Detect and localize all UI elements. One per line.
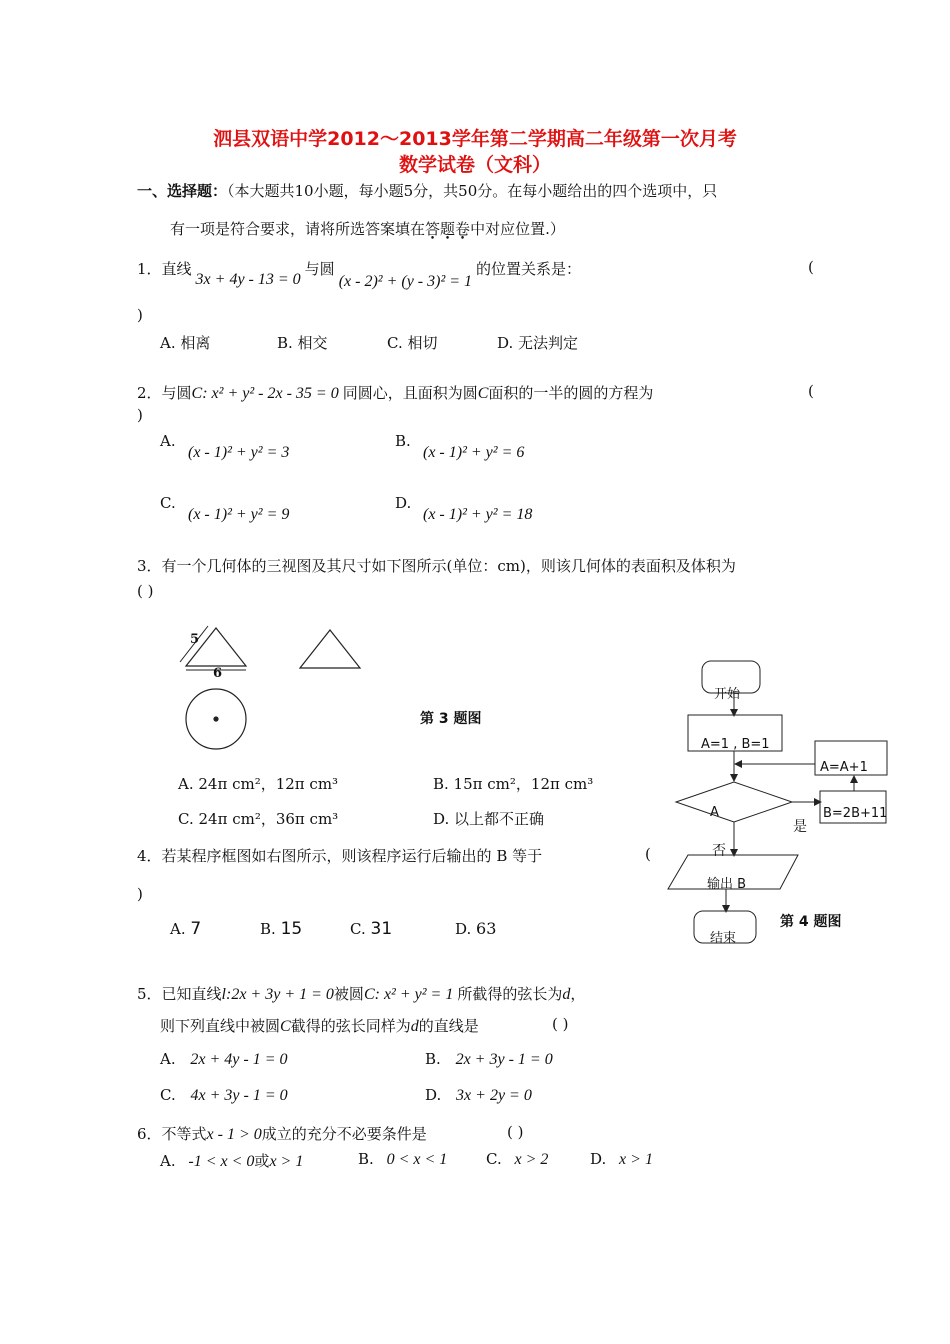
q2-option-b-letter: B. [395, 432, 411, 450]
q3-stem: 3．有一个几何体的三视图及其尺寸如下图所示(单位：cm)，则该几何体的表面积及体积为 [137, 557, 736, 575]
q1-stem: 1．直线3x + 4y - 13 = 0与圆(x - 2)² + (y - 3)² = 1的位置关系是： [137, 260, 582, 290]
flow-end-label: 结束 [710, 931, 737, 946]
q3-option-b: B. 15π cm²，12π cm³ [433, 775, 594, 793]
q2-circle-eq: x² + y² - 2x - 35 = 0 [211, 385, 339, 402]
q3-option-c: C. 24π cm²，36π cm³ [178, 810, 339, 828]
q3-figure-caption: 第 3 题图 [420, 711, 482, 727]
q1-option-b: B. 相交 [277, 334, 328, 352]
section-heading: 一、选择题： [137, 182, 228, 200]
q4-option-d: D. 63 [455, 919, 497, 938]
q5-option-b: B. 2x + 3y - 1 = 0 [425, 1050, 553, 1068]
flow-no-label: 否 [712, 843, 726, 859]
q2-option-c-eq: (x - 1)² + y² = 9 [188, 506, 290, 523]
flow-start-label: 开始 [714, 687, 741, 702]
q2-option-a-eq: (x - 1)² + y² = 3 [188, 444, 290, 461]
q2-option-a-letter: A. [160, 432, 176, 450]
flow-condition-label: A [710, 805, 719, 820]
dim-label-5: 5 [190, 632, 200, 647]
q1-line-eq: 3x + 4y - 13 = 0 [195, 271, 301, 288]
q1-circle-eq: (x - 2)² + (y - 3)² = 1 [338, 273, 473, 290]
instruction-line1: （本大题共10小题，每小题5分，共50分。在每小题给出的四个选项中，只 [227, 182, 718, 200]
q2-paren-open: ( [808, 382, 814, 400]
q6-option-a: A. -1 < x < 0或x > 1 [160, 1152, 304, 1170]
q2-paren-close: ) [137, 406, 143, 424]
q2-option-d-letter: D. [395, 494, 412, 512]
q4-option-c: C. 31 [350, 919, 393, 939]
flow-update-label: B=2B+11 [823, 806, 888, 821]
exam-title: 泗县双语中学2012～2013学年第二学期高二年级第一次月考 [213, 128, 737, 150]
q3-option-d: D. 以上都不正确 [433, 810, 545, 828]
q2-option-b-eq: (x - 1)² + y² = 6 [423, 444, 525, 461]
q1-option-a: A. 相离 [160, 334, 211, 352]
flow-increment-label: A=A+1 [820, 760, 868, 775]
flow-init-label: A=1 , B=1 [701, 737, 770, 752]
side-view-triangle [300, 630, 360, 668]
q6-stem: 6．不等式x - 1 > 0成立的充分不必要条件是 [137, 1125, 427, 1143]
q1-paren-open: ( [808, 258, 814, 276]
q4-option-a: A. 7 [170, 919, 202, 939]
q5-stem-line2: 则下列直线中被圆C截得的弦长同样为d的直线是 [160, 1017, 479, 1035]
q6-paren: ( ) [507, 1123, 524, 1141]
three-view-diagram [170, 612, 370, 762]
exam-subtitle: 数学试卷（文科） [398, 154, 551, 176]
q2-option-d-eq: (x - 1)² + y² = 18 [423, 506, 533, 523]
q6-option-b: B. 0 < x < 1 [358, 1150, 448, 1168]
q5-option-c: C. 4x + 3y - 1 = 0 [160, 1086, 288, 1104]
q5-option-d: D. 3x + 2y = 0 [425, 1086, 532, 1104]
q5-stem-line1: 5．已知直线l:2x + 3y + 1 = 0被圆C: x² + y² = 1 所截得的弦长为d， [137, 985, 586, 1003]
condition-diamond [676, 782, 792, 822]
top-view-center-dot [213, 716, 218, 721]
q2-option-c-letter: C. [160, 494, 176, 512]
q6-option-d: D. x > 1 [590, 1150, 653, 1168]
flowchart-diagram [660, 655, 900, 955]
q1-option-c: C. 相切 [387, 334, 438, 352]
q4-stem: 4．若某程序框图如右图所示，则该程序运行后输出的 B 等于 [137, 847, 543, 865]
q6-option-c: C. x > 2 [486, 1150, 549, 1168]
section-instruction [137, 180, 717, 201]
q5-paren: ( ) [552, 1015, 569, 1033]
q4-paren-close: ) [137, 885, 143, 903]
q4-option-b: B. 15 [260, 919, 303, 939]
q5-option-a: A. 2x + 4y - 1 = 0 [160, 1050, 288, 1068]
instruction-line2: 有一项是符合要求，请将所选答案填在答题卷中对应位置.） [170, 220, 565, 238]
q4-paren-open: ( [645, 845, 651, 863]
q2-stem: 2．与圆C: x² + y² - 2x - 35 = 0 同圆心，且面积为圆C面积的一半的圆的方程为 [137, 384, 654, 402]
q3-paren: ( ) [137, 582, 154, 600]
q4-figure-caption: 第 4 题图 [780, 914, 842, 930]
q1-paren-close: ) [137, 306, 143, 324]
flow-yes-label: 是 [793, 819, 807, 835]
flow-output-label: 输出 B [707, 877, 747, 892]
q1-option-d: D. 无法判定 [497, 334, 579, 352]
dim-label-6: 6 [213, 666, 223, 681]
q3-option-a: A. 24π cm²，12π cm³ [178, 775, 339, 793]
